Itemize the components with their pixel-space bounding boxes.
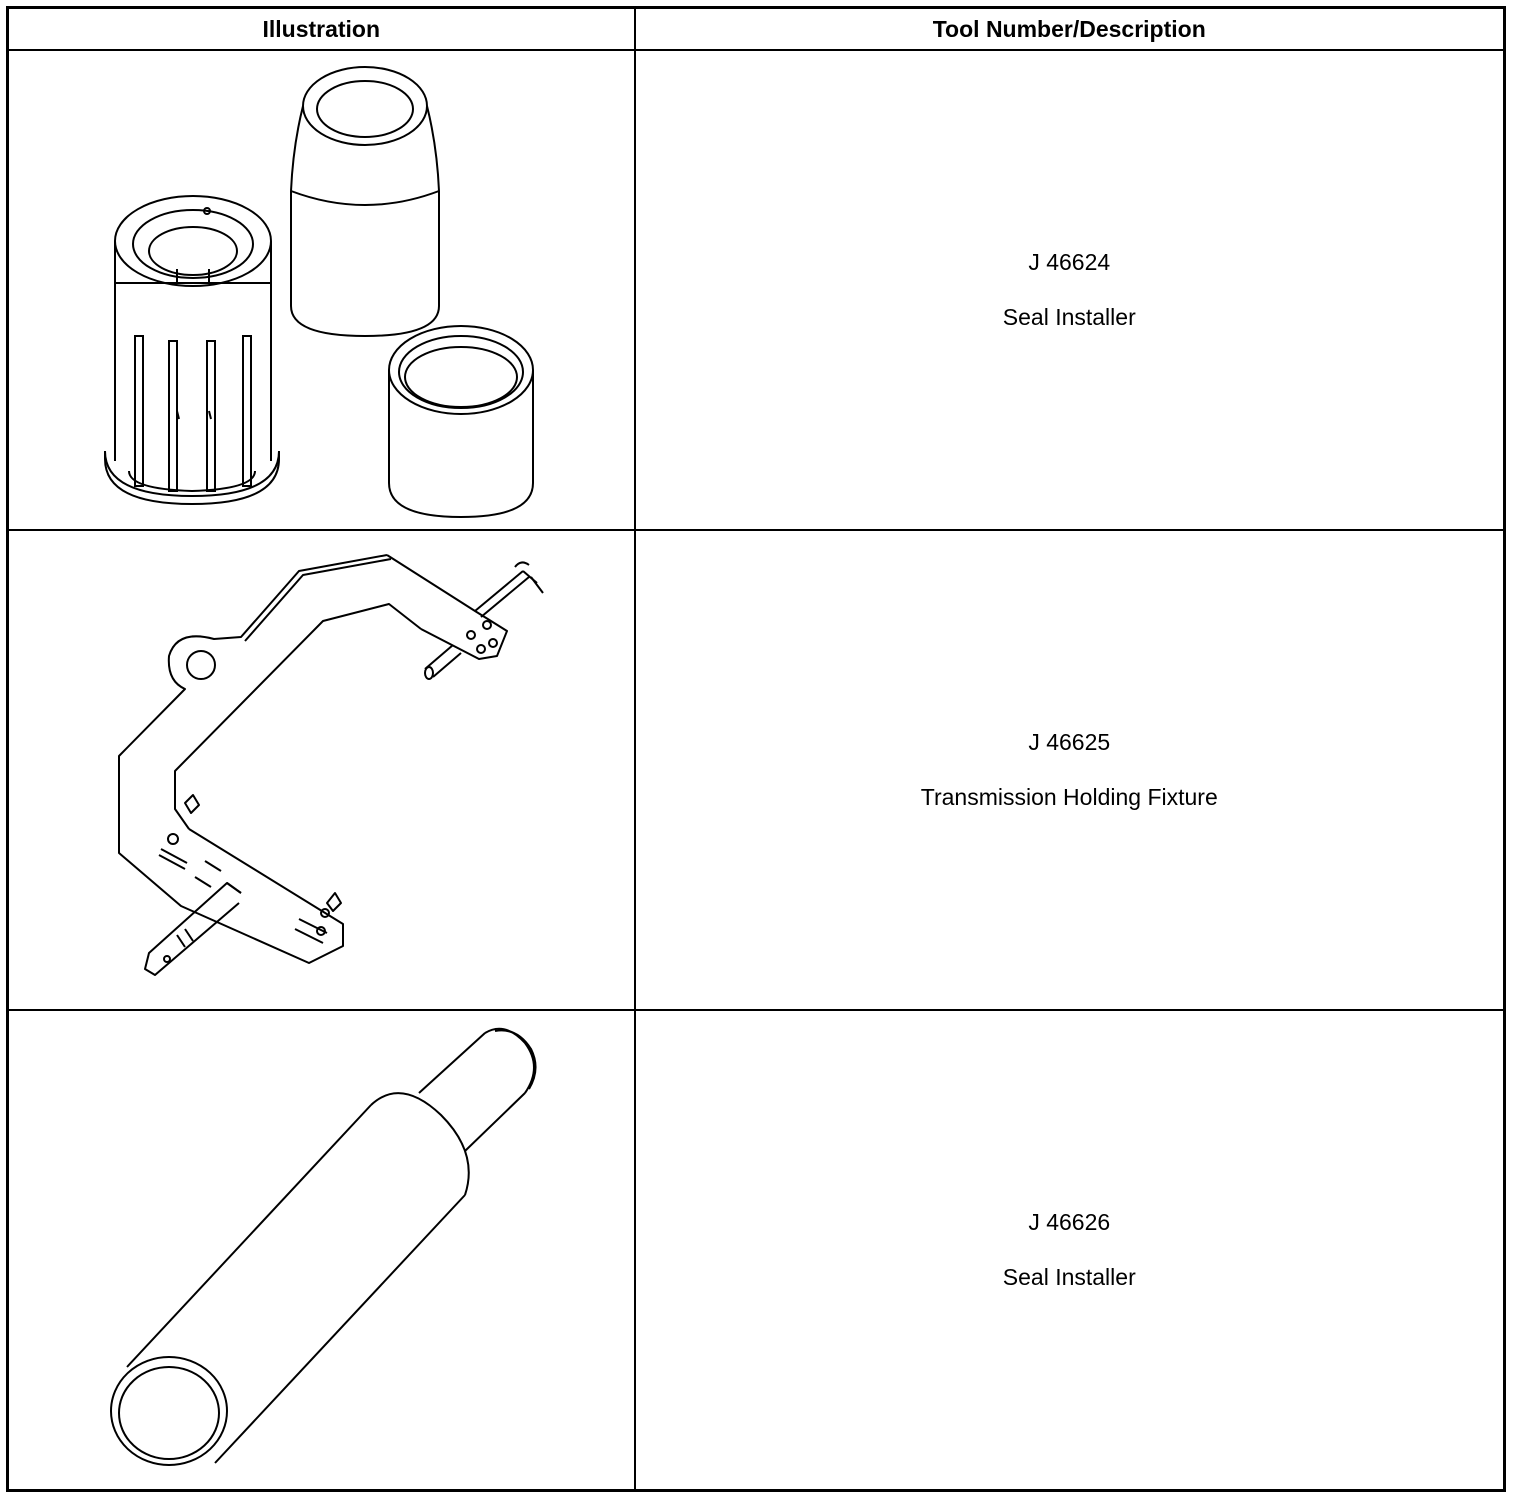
seal-installer-rod-icon: [9, 1011, 635, 1489]
table-row: [8, 530, 1505, 1010]
holding-fixture-icon: [9, 531, 635, 1009]
tool-description: Seal Installer: [1002, 1263, 1136, 1290]
table-row: [8, 50, 1505, 530]
table-row: [8, 1010, 1505, 1491]
description-cell: [635, 50, 1505, 530]
header-illustration: Illustration: [8, 8, 635, 51]
tool-number: J 46626: [1028, 1208, 1111, 1235]
tool-description: Seal Installer: [1002, 303, 1136, 330]
illustration-cell: [8, 50, 635, 530]
table-header-row: [8, 8, 1505, 51]
description-cell: [635, 1010, 1505, 1491]
tool-number: J 46624: [1028, 248, 1111, 275]
illustration-cell: [8, 1010, 635, 1491]
tools-table: [6, 6, 1506, 1492]
illustration-cell: [8, 530, 635, 1010]
description-cell: [635, 530, 1505, 1010]
header-tool-number-description: Tool Number/Description: [635, 8, 1505, 51]
tool-number: J 46625: [1028, 728, 1111, 755]
seal-installer-set-icon: [9, 51, 635, 529]
tool-description: Transmission Holding Fixture: [920, 783, 1218, 810]
